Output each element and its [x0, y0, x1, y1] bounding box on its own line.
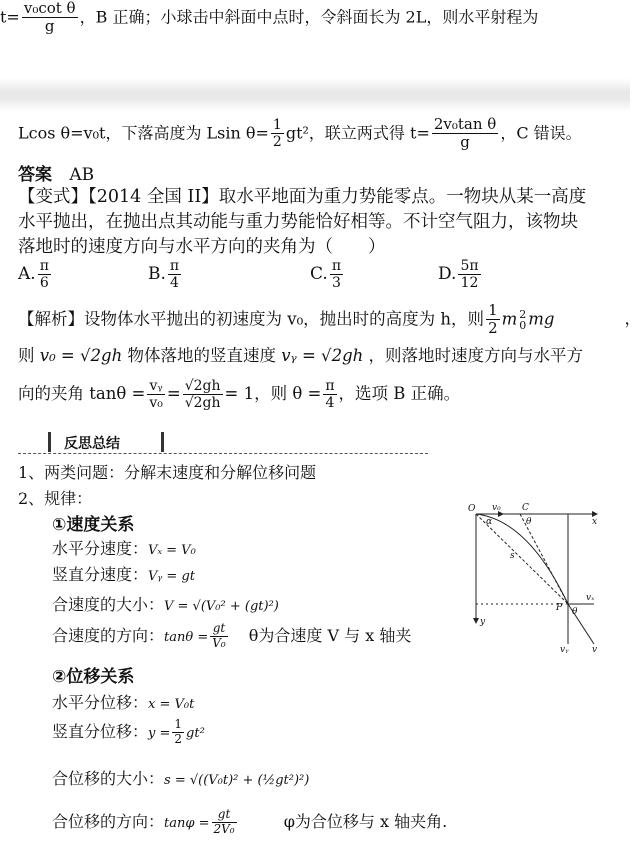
label-y: y: [480, 617, 486, 627]
velocity-v-label: 竖直分速度：: [52, 565, 149, 584]
displacement-v-num: 1: [174, 717, 183, 731]
t-result-den: g: [460, 133, 470, 152]
analysis-f1-num: vᵧ: [147, 378, 165, 395]
t-result-num: 2v₀tan θ: [433, 115, 497, 133]
label-v0: v₀: [492, 503, 501, 513]
displacement-dir-fraction: [212, 808, 237, 837]
derivation-part-b: gt²，联立两式得 t=: [285, 123, 430, 143]
derivation-part-a: Lcos θ=v₀t，下落高度为 Lsin θ=: [18, 123, 269, 143]
velocity-vertical: [52, 562, 195, 585]
velocity-mag-label: 合速度的大小：: [52, 595, 165, 614]
half-fraction: [271, 117, 284, 150]
option-c: [310, 258, 345, 291]
option-a-fraction: [38, 258, 51, 291]
velocity-dir-lhs: tanθ =: [164, 629, 209, 645]
analysis-line-1: [18, 302, 641, 338]
variant-line-3: 落地时的速度方向与水平方向的夹角为（ ）: [18, 237, 386, 257]
option-b-num: π: [169, 258, 180, 274]
analysis-f2-num: √2gh: [184, 378, 221, 394]
label-theta-top: θ: [526, 517, 532, 527]
reflection-title: 反思总结: [64, 436, 120, 452]
analysis-m: m: [501, 309, 518, 329]
derivation-part-c: ，C 错误。: [500, 123, 582, 143]
label-P: P: [556, 603, 563, 613]
velocity-v-expr: Vᵧ = gt: [148, 569, 196, 584]
tangent-line: [520, 514, 568, 604]
derivation-line: [18, 116, 582, 152]
label-C: C: [522, 503, 529, 513]
analysis-l3-suffix: ，选项 B 正确。: [338, 384, 461, 404]
analysis-f2-den: √2gh: [184, 395, 221, 412]
velocity-dir-label: 合速度的方向：: [52, 625, 165, 645]
option-b: [148, 258, 183, 291]
projectile-diagram: [468, 500, 600, 660]
analysis-l2-suffix: ，则落地时速度方向与水平方: [368, 346, 584, 365]
trajectory-curve: [476, 514, 568, 604]
velocity-direction: [52, 622, 411, 651]
option-d-label: D.: [438, 264, 457, 285]
option-a-den: 6: [39, 275, 49, 292]
option-d-den: 12: [460, 275, 479, 292]
displacement-v-lhs: y =: [148, 725, 171, 741]
velocity-mag-expr: V = √(V₀² + (gt)²): [164, 599, 279, 614]
half-num: 1: [272, 117, 282, 134]
label-vy: vᵧ: [560, 645, 569, 655]
option-c-den: 3: [331, 275, 341, 292]
label-theta-p: θ: [572, 607, 578, 617]
option-d: [438, 258, 483, 291]
velocity-dir-den: V₀: [212, 635, 226, 650]
t-lhs: t=: [0, 7, 20, 27]
label-v: v: [592, 645, 598, 655]
velocity-title: ①速度关系: [52, 515, 135, 535]
option-a: [18, 258, 53, 291]
displacement-vertical: [52, 718, 205, 747]
answer-label: 答案: [18, 165, 52, 185]
analysis-f2: [183, 378, 223, 411]
displacement-v-den: 2: [174, 731, 183, 746]
option-a-label: A.: [18, 264, 36, 285]
analysis-sup: 2: [519, 307, 527, 321]
displacement-h-expr: x = V₀t: [148, 697, 195, 712]
y-arrowhead: [473, 618, 479, 624]
displacement-dir-den: 2V₀: [213, 821, 235, 836]
analysis-l1-text: 【解析】设物体水平抛出的初速度为 v₀，抛出时的高度为 h，则: [18, 309, 485, 329]
option-c-label: C.: [310, 264, 328, 285]
answer-value: AB: [69, 165, 95, 185]
displacement-magnitude: [52, 766, 309, 789]
label-vx: vₓ: [586, 593, 595, 603]
analysis-l2-mid: 物体落地的竖直速度: [127, 346, 276, 365]
answer-line: [18, 160, 94, 185]
option-d-fraction: [458, 258, 480, 291]
displacement-mag-expr: s = √((V₀t)² + (½gt²)²): [164, 773, 310, 788]
analysis-l3-mid: = 1，则 θ =: [224, 384, 322, 404]
displacement-h-label: 水平分位移：: [52, 693, 149, 712]
analysis-half-num: 1: [488, 301, 498, 319]
reflection-rule: [18, 453, 428, 454]
analysis-eq: =: [166, 384, 181, 404]
label-x: x: [592, 517, 598, 527]
velocity-dir-num: gt: [210, 622, 227, 637]
variant-line-2: 水平抛出，在抛出点其动能与重力势能恰好相等。不计空气阻力，该物块: [18, 212, 578, 232]
displacement-dir-num: gt: [212, 808, 237, 823]
label-O: O: [468, 504, 476, 514]
reflection-item-1: 1、两类问题：分解末速度和分解位移问题: [18, 463, 317, 482]
t-num: v₀cot θ: [23, 0, 76, 17]
velocity-horizontal: [52, 536, 196, 559]
analysis-f3-den: 4: [325, 395, 335, 412]
displacement-mag-label: 合位移的大小：: [52, 769, 165, 788]
half-den: 2: [272, 134, 282, 151]
analysis-l2-prefix: 则: [18, 346, 35, 365]
displacement-v-fraction: [172, 718, 184, 747]
displacement-horizontal: [52, 690, 194, 713]
analysis-vy-expr: vᵧ = √2gh: [281, 346, 364, 365]
displacement-dir-lhs: tanφ =: [164, 815, 210, 831]
reflection-item-2: 2、规律：: [18, 489, 93, 508]
velocity-dir-fraction: [210, 622, 227, 651]
label-alpha: α: [486, 517, 493, 527]
displacement-line: [476, 514, 568, 604]
displacement-v-label: 竖直分位移：: [52, 721, 149, 741]
top-line-text: ，B 正确；小球击中斜面中点时，令斜面长为 2L，则水平射程为: [79, 7, 539, 27]
analysis-sub: 0: [519, 318, 527, 332]
analysis-f1: [147, 378, 165, 411]
velocity-h-expr: Vₓ = V₀: [148, 543, 196, 558]
analysis-f3: [323, 378, 336, 411]
velocity-dir-note: θ为合速度 V 与 x 轴夹: [248, 625, 412, 645]
option-b-fraction: [168, 258, 181, 291]
variant-line-1: 【变式】【2014 全国 II】取水平地面为重力势能零点。一物块从某一高度: [18, 187, 587, 207]
displacement-v-rhs: gt²: [186, 725, 205, 741]
option-b-den: 4: [170, 275, 179, 292]
analysis-l1-comma: ，: [624, 309, 641, 329]
analysis-f1-den: v₀: [149, 395, 163, 412]
option-c-fraction: [330, 258, 343, 291]
top-line: [0, 0, 538, 36]
analysis-half-den: 2: [488, 319, 498, 338]
velocity-magnitude: [52, 592, 279, 615]
analysis-f3-num: π: [325, 378, 335, 394]
option-a-num: π: [39, 258, 49, 274]
t-result-fraction: [432, 116, 498, 152]
page-gap-band: [0, 78, 630, 112]
displacement-title: ②位移关系: [52, 667, 135, 687]
analysis-line-3: [18, 378, 460, 411]
analysis-l3-prefix: 向的夹角 tanθ =: [18, 384, 146, 404]
t-fraction: [22, 0, 78, 36]
analysis-half: [486, 302, 500, 338]
analysis-mg: mg: [528, 309, 555, 329]
reflection-header: [18, 432, 428, 454]
option-c-num: π: [331, 258, 342, 274]
displacement-direction: [52, 808, 447, 837]
option-b-label: B.: [148, 264, 166, 285]
t-den: g: [44, 17, 55, 36]
displacement-dir-note: φ为合位移与 x 轴夹角.: [283, 811, 448, 831]
label-s: s: [510, 551, 515, 561]
velocity-h-label: 水平分速度：: [52, 539, 149, 558]
analysis-line-2: [18, 342, 583, 366]
analysis-v0-expr: v₀ = √2gh: [39, 346, 123, 365]
displacement-dir-label: 合位移的方向：: [52, 811, 165, 831]
option-d-num: 5π: [460, 258, 479, 274]
